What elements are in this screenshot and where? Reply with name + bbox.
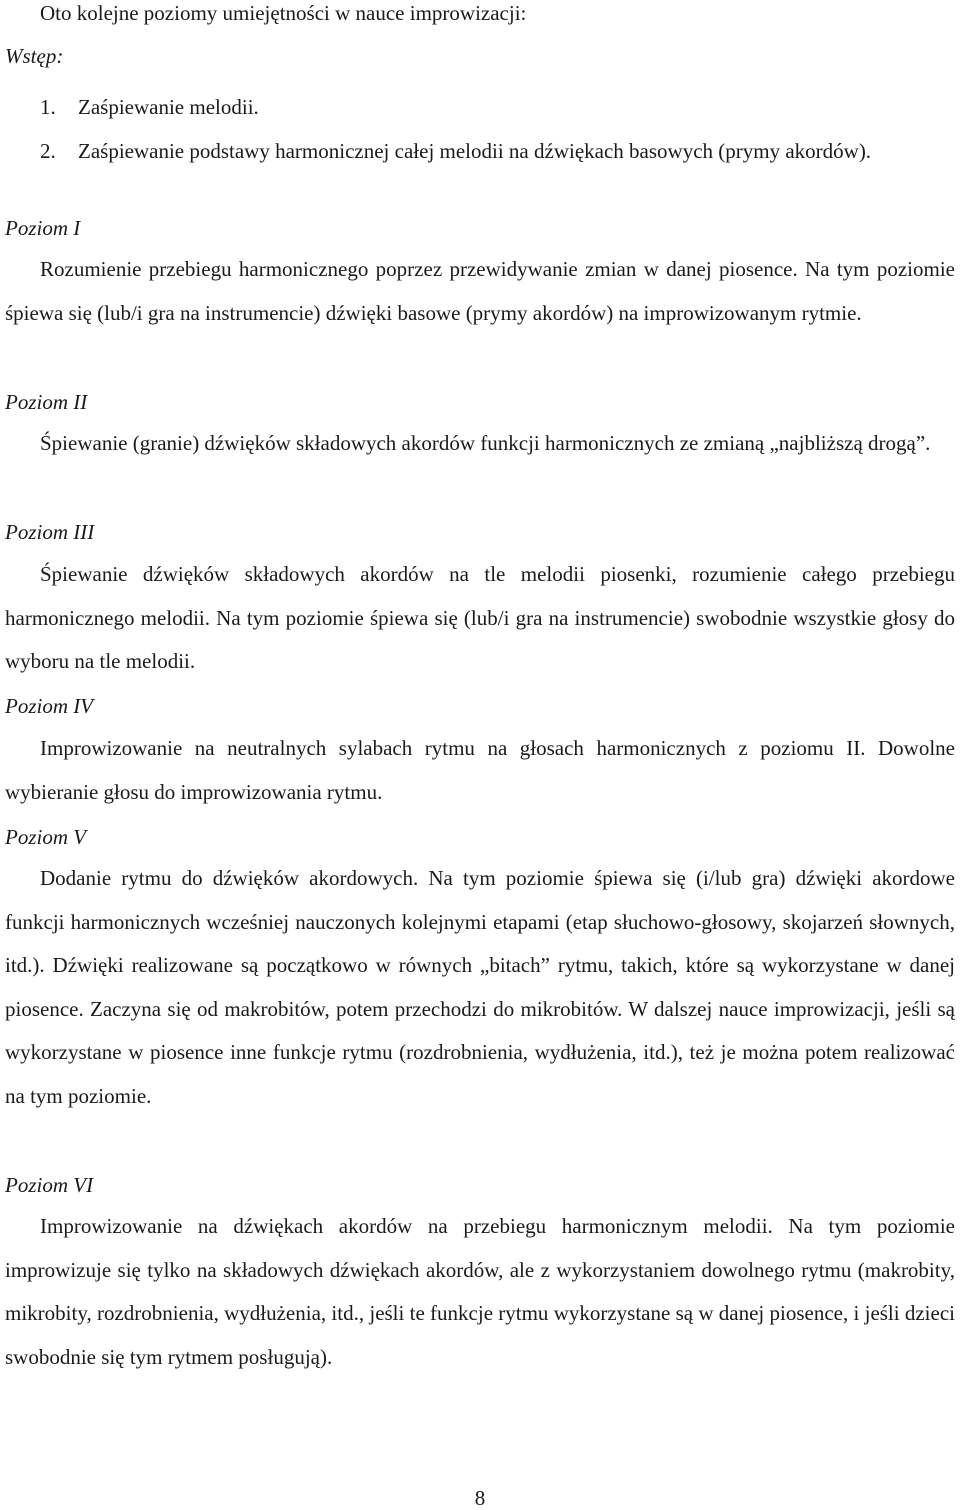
level-6-heading: Poziom VI — [5, 1173, 94, 1197]
level-2-text: Śpiewanie (granie) dźwięków składowych akordów funkcji harmonicznych ze zmianą „najbliższą drogą”. — [40, 431, 931, 455]
level-4-text: Improwizowanie na neutralnych sylabach rytmu na głosach harmonicznych z poziomu II. Dowolne wybieranie głosu do improwizowania rytmu. — [5, 736, 955, 804]
level-5-heading: Poziom V — [5, 825, 87, 849]
list-item — [0, 130, 960, 174]
level-4-heading: Poziom IV — [5, 694, 94, 718]
list-item-text: Zaśpiewanie podstawy harmonicznej całej melodii na dźwiękach basowych (prymy akordów). — [78, 138, 872, 163]
level-6-text: Improwizowanie na dźwiękach akordów na przebiegu harmonicznym melodii. Na tym poziomie improwizuje się tylko na składowych dźwiękach akordów, ale z wykorzystaniem dowolnego rytmu (makrobity, mikrobity, rozdrobnienia, wydłużenia, itd., jeśli te funkcje rytmu wykorzystane są w danej piosence, i jeśli dzieci swobodnie się tym rytmem posługują). — [5, 1214, 955, 1369]
intro-line: Oto kolejne poziomy umiejętności w nauce improwizacji: — [40, 1, 527, 25]
level-1-heading: Poziom I — [5, 216, 81, 240]
intro-heading: Wstęp: — [5, 44, 64, 68]
level-2-heading: Poziom II — [5, 390, 88, 414]
list-item-number: 2. — [40, 138, 56, 163]
level-5-text: Dodanie rytmu do dźwięków akordowych. Na tym poziomie śpiewa się (i/lub gra) dźwięki akordowe funkcji harmonicznych wcześniej nauczonych kolejnymi etapami (etap słuchowo-głosowy, skojarzeń słownych, itd.). Dźwięki realizowane są początkowo w równych „bitach” rytmu, takich, które są wykorzystane w danej piosence. Zaczyna się od makrobitów, potem przechodzi do mikrobitów. W dalszej nauce improwizacji, jeśli są wykorzystane w piosence inne funkcje rytmu (rozdrobnienia, wydłużenia, itd.), też je można potem realizować na tym poziomie. — [5, 866, 955, 1108]
list-item-text: Zaśpiewanie melodii. — [78, 95, 259, 119]
level-3-text: Śpiewanie dźwięków składowych akordów na tle melodii piosenki, rozumienie całego przebiegu harmonicznego melodii. Na tym poziomie śpiewa się (lub/i gra na instrumencie) swobodnie wszystkie głosy do wyboru na tle melodii. — [5, 562, 955, 673]
list-item — [0, 86, 960, 130]
level-3-heading: Poziom III — [5, 520, 95, 544]
page-number: 8 — [474, 1486, 486, 1510]
level-1-text: Rozumienie przebiegu harmonicznego poprzez przewidywanie zmian w danej piosence. Na tym poziomie śpiewa się (lub/i gra na instrumencie) dźwięki basowe (prymy akordów) na improwizowanym rytmie. — [5, 257, 955, 325]
list-item-number: 1. — [40, 95, 56, 119]
intro-list — [0, 86, 960, 173]
